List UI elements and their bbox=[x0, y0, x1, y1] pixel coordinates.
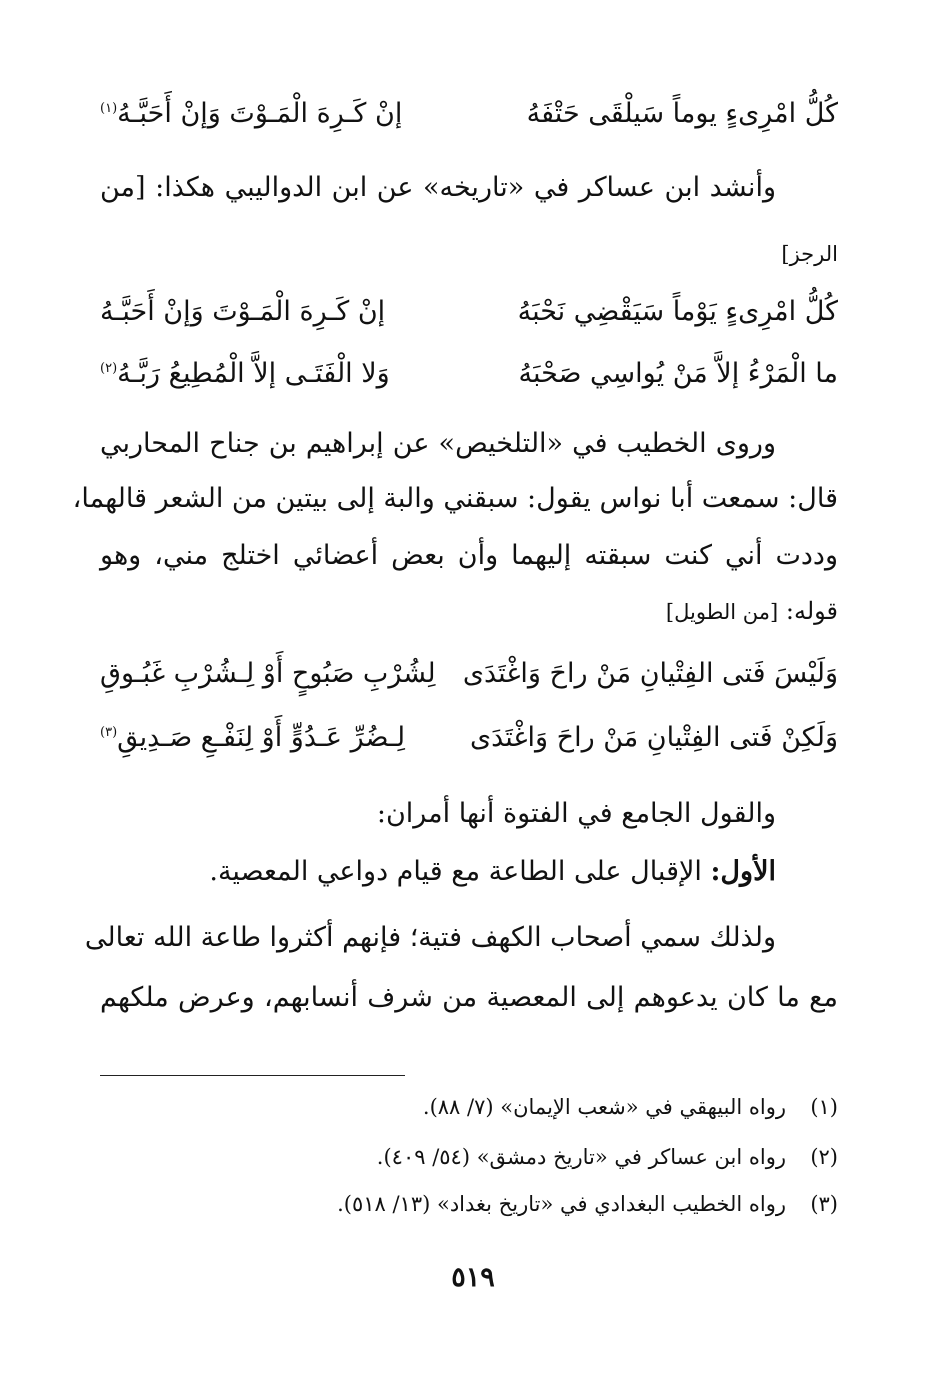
para-4-bold-lead: الأول: bbox=[710, 856, 776, 887]
para-2-line-2: قال: سمعت أبا نواس يقول: سبقني والبة إلى بيتين من الشعر قالهما، bbox=[72, 483, 838, 514]
footnote-1 bbox=[423, 1095, 838, 1119]
verse-2-second-hemistich: إنْ كَـرِهَ الْمَـوْتَ وَإنْ أَحَبَّـهُ bbox=[100, 296, 386, 327]
para-1-line-2: الرجز] bbox=[781, 242, 838, 266]
verse-1 bbox=[100, 98, 838, 148]
footnote-2-text: رواه ابن عساكر في «تاريخ دمشق» (٥٤/ ٤٠٩). bbox=[376, 1145, 786, 1169]
footnote-2-number: (٢) bbox=[810, 1145, 838, 1169]
footnote-3-number: (٣) bbox=[810, 1192, 838, 1216]
verse-5 bbox=[100, 722, 838, 772]
verse-2 bbox=[100, 296, 838, 346]
para-2-line-4-text: قوله: bbox=[778, 597, 838, 625]
verse-4 bbox=[100, 658, 838, 708]
page-number: ٥١٩ bbox=[451, 1262, 495, 1293]
footnote-ref-2: (٢) bbox=[100, 361, 118, 376]
footnote-ref-3: (٣) bbox=[100, 725, 118, 740]
verse-2-first-hemistich: كُلُّ امْرِىءٍ يَوْماً سَيَقْضِي نَحْبَهُ bbox=[517, 296, 838, 327]
verse-4-first-hemistich: وَلَيْسَ فَتى الفِتْيانِ مَنْ راحَ وَاغْتَدَى bbox=[462, 658, 838, 689]
footnote-3-text: رواه الخطيب البغدادي في «تاريخ بغداد» (١٣/ ٥١٨). bbox=[337, 1192, 786, 1216]
verse-3-second-hemistich-text: وَلا الْفَتَـى إلاَّ الْمُطِيعُ رَبَّـهُ bbox=[117, 358, 390, 389]
footnote-1-text: رواه البيهقي في «شعب الإيمان» (٧/ ٨٨). bbox=[422, 1095, 786, 1119]
verse-3 bbox=[100, 358, 838, 408]
verse-5-second-hemistich-text: لِـضُرِّ عَـدُوٍّ أَوْ لِنَفْـعِ صَـدِيقِ bbox=[117, 722, 406, 753]
para-5-line-2: مع ما كان يدعوهم إلى المعصية من شرف أنسابهم، وعرض ملكهم bbox=[100, 982, 838, 1013]
verse-1-second-hemistich-text: إنْ كَـرِهَ الْمَـوْتَ وَإنْ أَحَبَّـهُ bbox=[117, 98, 403, 129]
verse-1-second-hemistich bbox=[100, 98, 402, 129]
verse-3-first-hemistich: ما الْمَرْءُ إلاَّ مَنْ يُواسِي صَحْبَهُ bbox=[518, 358, 838, 389]
verse-5-second-hemistich bbox=[100, 722, 405, 753]
footnote-1-number: (١) bbox=[810, 1095, 838, 1119]
para-2-line-1: وروى الخطيب في «التلخيص» عن إبراهيم بن جناح المحاربي bbox=[100, 428, 776, 459]
footnote-separator bbox=[100, 1075, 405, 1076]
para-4-text: الإقبال على الطاعة مع قيام دواعي المعصية. bbox=[209, 856, 711, 887]
verse-5-first-hemistich: وَلَكِنْ فَتى الفِتْيانِ مَنْ راحَ وَاغْتَدَى bbox=[469, 722, 838, 753]
para-2-line-4 bbox=[100, 597, 838, 625]
footnote-3 bbox=[337, 1192, 838, 1216]
meter-label: [من الطويل] bbox=[665, 600, 779, 624]
verse-1-first-hemistich: كُلُّ امْرِىءٍ يوماً سَيلْقَى حَتْفَهُ bbox=[526, 98, 838, 129]
para-4 bbox=[100, 856, 838, 887]
para-1-line-1: وأنشد ابن عساكر في «تاريخه» عن ابن الدواليبي هكذا: [من bbox=[100, 172, 776, 203]
footnote-ref-1: (١) bbox=[100, 101, 118, 116]
para-5-line-1: ولذلك سمي أصحاب الكهف فتية؛ فإنهم أكثروا طاعة الله تعالى bbox=[84, 922, 776, 953]
para-3: والقول الجامع في الفتوة أنها أمران: bbox=[376, 798, 776, 829]
verse-4-second-hemistich: لِشُرْبِ صَبُوحٍ أَوْ لِـشُرْبِ غَبُـوقِ bbox=[100, 658, 436, 689]
footnote-2 bbox=[377, 1145, 838, 1169]
para-2-line-3: وددت أني كنت سبقته إليهما وأن بعض أعضائي اختلج مني، وهو bbox=[100, 540, 838, 571]
verse-3-second-hemistich bbox=[100, 358, 390, 389]
